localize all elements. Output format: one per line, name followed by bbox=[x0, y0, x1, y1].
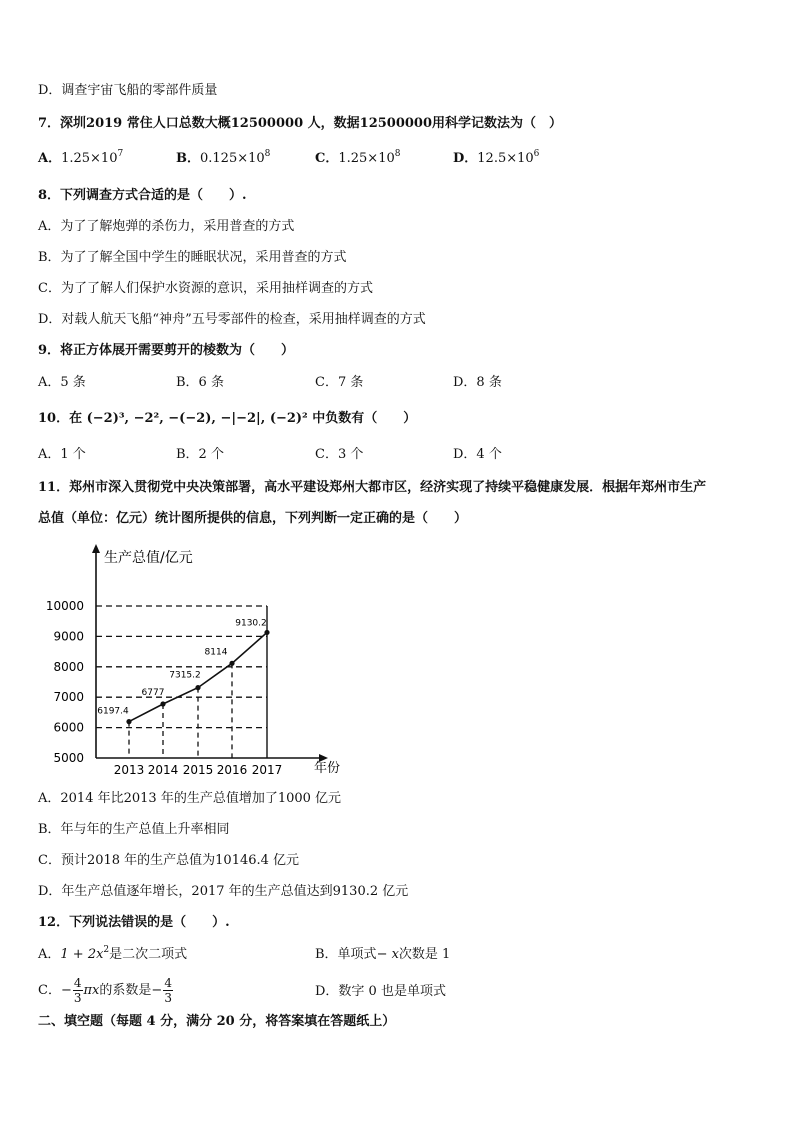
x-tick-labels bbox=[114, 763, 283, 777]
data-point-2014 bbox=[160, 701, 165, 706]
data-label-2015: 7315.2 bbox=[169, 670, 201, 681]
q9-option-d[interactable]: D．8 条 bbox=[453, 375, 502, 390]
q7-option-d[interactable]: D．$12.5\times 10^6$ bbox=[453, 149, 540, 166]
fraction: $\frac{4}{3}$ bbox=[164, 976, 172, 1005]
q10-option-a[interactable]: A．1 个 bbox=[38, 447, 86, 462]
q12-option-a[interactable]: A．$1 + 2x^2$是二次二项式 bbox=[38, 945, 188, 962]
data-point-2017 bbox=[264, 630, 269, 635]
question-11-line-1: 11．郑州市深入贯彻党中央决策部署，高水平建设郑州大都市区，经济实现了持续平稳健康发展．根据年郑州市生产 bbox=[38, 480, 707, 495]
q7-option-c[interactable]: C．$1.25\times 10^8$ bbox=[315, 149, 401, 166]
data-point-2015 bbox=[195, 685, 200, 690]
q8-option-c[interactable]: C．为了了解人们保护水资源的意识，采用抽样调查的方式 bbox=[38, 281, 373, 296]
data-labels bbox=[97, 618, 267, 716]
y-tick-5000: 5000 bbox=[53, 751, 84, 765]
y-axis-arrow bbox=[92, 544, 100, 553]
q11-option-a[interactable]: A．2014 年比2013 年的生产总值增加了1000 亿元 bbox=[38, 791, 342, 806]
question-11-line-2: 总值（单位：亿元）统计图所提供的信息，下列判断一定正确的是（ ） bbox=[38, 511, 468, 526]
q9-option-b[interactable]: B．6 条 bbox=[176, 375, 224, 390]
question-7: 7．深圳2019 常住人口总数大概12500000 人，数据12500000用科学记数法为（ ） bbox=[38, 116, 563, 131]
question-10 bbox=[38, 410, 416, 428]
q12-option-b[interactable]: B．单项式− x次数是 1 bbox=[315, 947, 451, 962]
data-label-2014: 6777 bbox=[141, 687, 165, 698]
x-tick-2013: 2013 bbox=[113, 763, 145, 777]
q8-option-a[interactable]: A．为了了解炮弹的杀伤力，采用普查的方式 bbox=[38, 219, 295, 234]
fraction: $\frac{4}{3}$ bbox=[73, 976, 82, 1005]
data-point-2016 bbox=[229, 661, 234, 666]
q8-option-b[interactable]: B．为了了解全国中学生的睡眠状况，采用普查的方式 bbox=[38, 250, 347, 265]
x-tick-2017: 2017 bbox=[251, 763, 283, 777]
question-8: 8．下列调查方式合适的是（ ）. bbox=[38, 188, 247, 203]
q7-option-a[interactable]: A．$1.25\times 10^7$ bbox=[38, 149, 124, 166]
data-label-2017: 9130.2 bbox=[235, 618, 267, 629]
q10-prefix: 10．在 bbox=[38, 411, 83, 426]
x-tick-2014: 2014 bbox=[147, 763, 179, 777]
gdp-line-chart bbox=[38, 540, 358, 780]
q10-option-b[interactable]: B．2 个 bbox=[176, 447, 224, 462]
q10-suffix: 中负数有（ ） bbox=[312, 411, 417, 426]
data-point-2013 bbox=[126, 719, 131, 724]
q9-option-c[interactable]: C．7 条 bbox=[315, 375, 364, 390]
q8-option-d[interactable]: D．对载人航天飞船“神舟”五号零部件的检查，采用抽样调查的方式 bbox=[38, 312, 426, 327]
x-tick-2016: 2016 bbox=[216, 763, 248, 777]
q12-option-d[interactable]: D．数字 0 也是单项式 bbox=[315, 984, 446, 999]
y-axis-title: 生产总值/亿元 bbox=[104, 550, 193, 566]
y-tick-10000: 10000 bbox=[45, 599, 84, 613]
q10-expression: (−2)³, −2², −(−2), −|−2|, (−2)² bbox=[86, 411, 308, 426]
y-tick-7000: 7000 bbox=[53, 690, 84, 705]
data-label-2016: 8114 bbox=[204, 647, 228, 658]
q10-option-c[interactable]: C．3 个 bbox=[315, 447, 364, 462]
q10-option-d[interactable]: D．4 个 bbox=[453, 447, 502, 462]
q11-option-d[interactable]: D．年生产总值逐年增长，2017 年的生产总值达到9130.2 亿元 bbox=[38, 884, 409, 899]
q11-option-b[interactable]: B．年与年的生产总值上升率相同 bbox=[38, 822, 230, 837]
question-9: 9．将正方体展开需要剪开的棱数为（ ） bbox=[38, 343, 295, 358]
q11-option-c[interactable]: C．预计2018 年的生产总值为10146.4 亿元 bbox=[38, 853, 300, 868]
q9-option-a[interactable]: A．5 条 bbox=[38, 375, 86, 390]
q12-option-c[interactable]: C．− $\frac{4}{3}$ πx的系数是− $\frac{4}{3}$ bbox=[38, 976, 172, 1005]
question-12: 12．下列说法错误的是（ ）. bbox=[38, 915, 230, 930]
section-2-heading: 二、填空题（每题 4 分，满分 20 分，将答案填在答题纸上） bbox=[38, 1014, 396, 1029]
y-tick-6000: 6000 bbox=[53, 720, 84, 735]
y-tick-8000: 8000 bbox=[53, 659, 84, 674]
data-label-2013: 6197.4 bbox=[97, 706, 129, 717]
q6-option-d: D．调查宇宙飞船的零部件质量 bbox=[38, 83, 218, 98]
y-tick-labels bbox=[46, 599, 84, 765]
x-tick-2015: 2015 bbox=[182, 763, 214, 777]
x-axis-title: 年份 bbox=[314, 761, 341, 776]
y-tick-9000: 9000 bbox=[53, 629, 84, 644]
q7-option-b[interactable]: B．$0.125\times 10^8$ bbox=[176, 149, 271, 166]
